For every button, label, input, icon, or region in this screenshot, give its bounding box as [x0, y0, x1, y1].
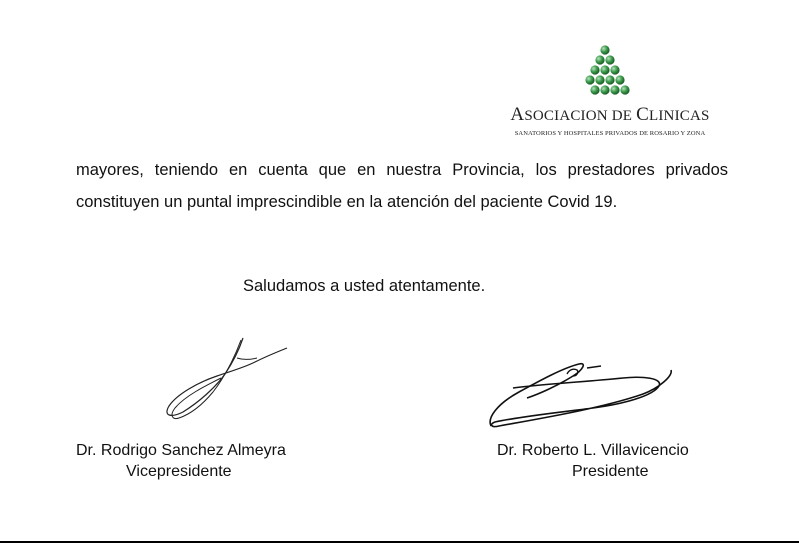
signer-left-name: Dr. Rodrigo Sanchez Almeyra — [76, 442, 286, 459]
clinic-dots-logo-icon — [581, 44, 645, 102]
association-logo — [505, 44, 725, 144]
closing-salutation: Saludamos a usted atentamente. — [243, 277, 486, 295]
signer-right-name: Dr. Roberto L. Villavicencio — [497, 442, 689, 459]
signer-left-title: Vicepresidente — [126, 463, 232, 480]
signer-right — [497, 440, 689, 482]
signer-right-title: Presidente — [572, 463, 649, 480]
body-line-1: mayores, teniendo en cuenta que en nuestra Provincia, los prestadores privados — [76, 161, 728, 179]
body-line-2: constituyen un puntal imprescindible en la atención del paciente Covid 19. — [76, 193, 618, 211]
signer-left — [76, 440, 286, 482]
left-signature — [155, 330, 295, 425]
right-signature — [483, 352, 678, 432]
association-name: ASOCIACION DE CLINICAS — [510, 104, 710, 125]
association-subtitle: SANATORIOS Y HOSPITALES PRIVADOS DE ROSARIO Y ZONA — [514, 130, 706, 137]
bottom-divider — [0, 541, 799, 543]
body-paragraph — [76, 154, 728, 218]
